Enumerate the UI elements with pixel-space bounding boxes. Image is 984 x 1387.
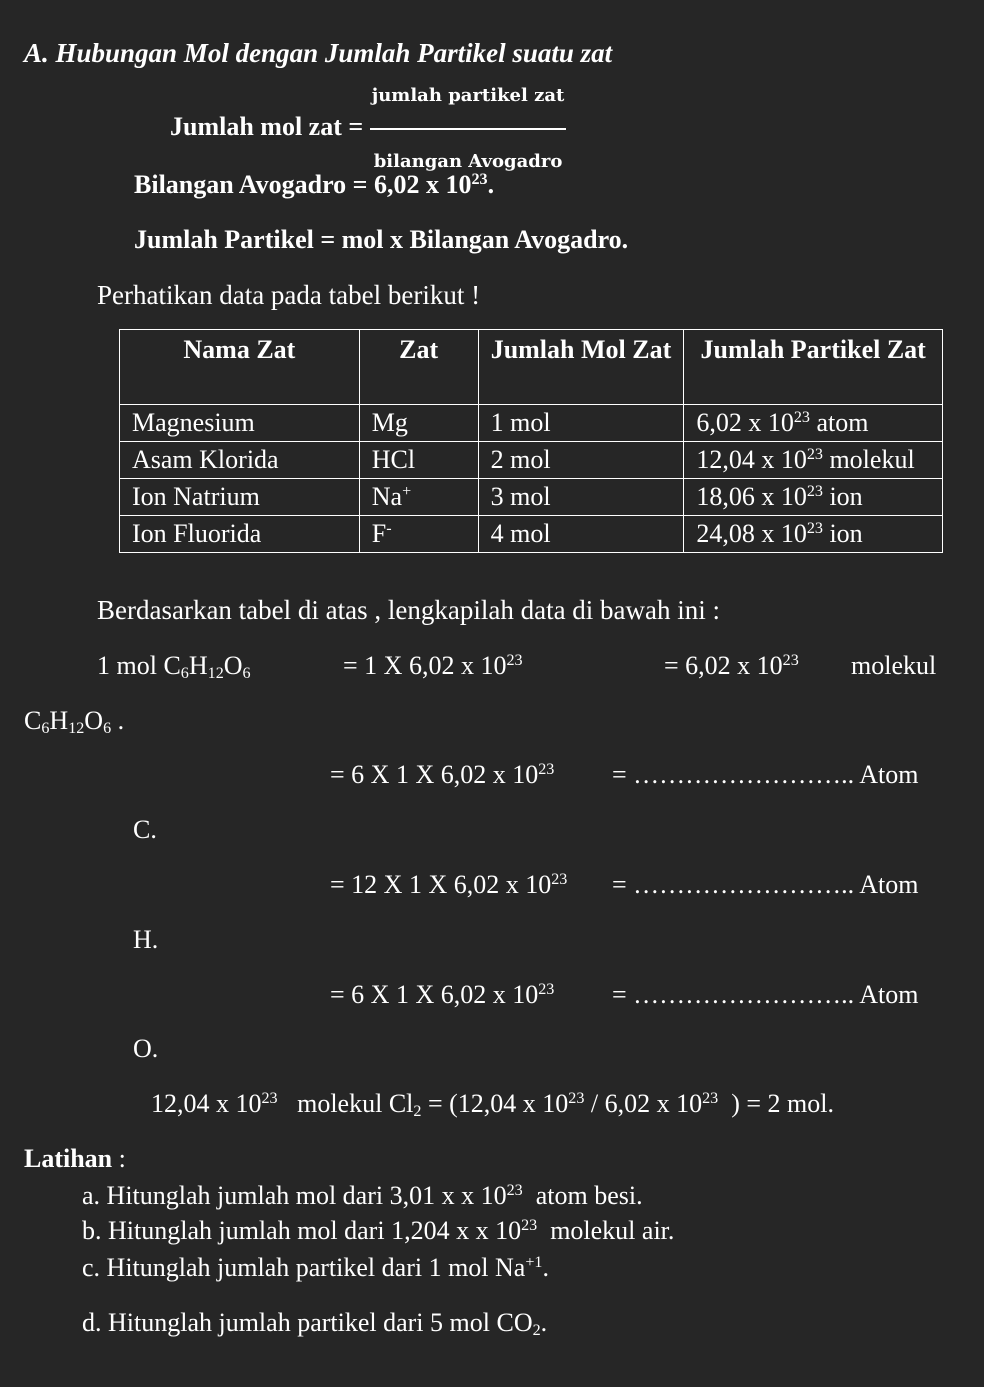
atom-blank-h: = …………………….. Atom <box>612 870 919 899</box>
table-header-row <box>120 330 943 405</box>
task-intro: Berdasarkan tabel di atas , lengkapilah data di bawah ini : <box>97 595 721 625</box>
cell-name: Asam Klorida <box>120 442 360 479</box>
cell-name: Magnesium <box>120 405 360 442</box>
col-header-jumlah-partikel: Jumlah Partikel Zat <box>684 330 943 405</box>
atom-expr-c: = 6 X 1 X 6,02 x $10^{23}$ <box>330 760 555 789</box>
formula-denominator: bilangan Avogadro <box>373 151 563 172</box>
exercise-item-c: c. Hitunglah jumlah partikel dari 1 mol $Na^{+1}$. <box>82 1253 549 1282</box>
example-unit: molekul <box>851 651 937 680</box>
section-title: A. Hubungan Mol dengan Jumlah Partikel suatu zat <box>24 38 613 68</box>
atom-expr-h: = 12 X 1 X 6,02 x $10^{23}$ <box>330 870 568 899</box>
cell-particles: 24,08 x $10^{23}$ ion <box>684 516 943 553</box>
element-label-c: C. <box>133 815 157 844</box>
exercise-item-a: a. Hitunglah jumlah mol dari 3,01 x x $10^{23}$ atom besi. <box>82 1181 643 1210</box>
cell-mol: 1 mol <box>478 405 684 442</box>
cell-zat: Mg <box>359 405 478 442</box>
example-lhs: 1 mol $C_6H_{12}O_6$ <box>97 651 251 683</box>
table-row <box>120 405 943 442</box>
col-header-nama-zat: Nama Zat <box>120 330 360 405</box>
atom-blank-o: = …………………….. Atom <box>612 980 919 1009</box>
formula-numerator: jumlah partikel zat <box>370 70 567 130</box>
exercise-item-b: b. Hitunglah jumlah mol dari 1,204 x x $10^{23}$ molekul air. <box>82 1216 675 1245</box>
cell-name: Ion Natrium <box>120 479 360 516</box>
cell-zat: F- <box>359 516 478 553</box>
cell-particles: 12,04 x $10^{23}$ molekul <box>684 442 943 479</box>
exercise-title: Latihan : <box>24 1144 126 1173</box>
formula-lhs: Jumlah mol zat = <box>170 111 364 141</box>
element-label-o: O. <box>133 1034 159 1063</box>
col-header-jumlah-mol: Jumlah Mol Zat <box>478 330 684 405</box>
cell-name: Ion Fluorida <box>120 516 360 553</box>
avogadro-constant: Bilangan Avogadro = 6,02 x $10^{23}$. <box>134 170 495 199</box>
cell-particles: 18,06 x $10^{23}$ ion <box>684 479 943 516</box>
cl2-example: 12,04 x $10^{23}$ molekul $Cl_2 = (12,04$ x $10^{23} / 6,02$ x $10^{23}$ ) = 2 mol. <box>151 1089 835 1121</box>
particle-formula: Jumlah Partikel = mol x Bilangan Avogadro. <box>134 225 629 254</box>
element-label-h: H. <box>133 925 159 954</box>
example-continuation: $C_6H_{12}O_6$ . <box>24 706 125 738</box>
table-intro: Perhatikan data pada tabel berikut ! <box>97 280 481 310</box>
atom-expr-o: = 6 X 1 X 6,02 x $10^{23}$ <box>330 980 555 1009</box>
mol-particle-table <box>119 329 943 553</box>
table-row <box>120 516 943 553</box>
table-row <box>120 442 943 479</box>
example-eq1: = 1 X 6,02 x $10^{23}$ <box>343 651 523 680</box>
cell-zat: HCl <box>359 442 478 479</box>
cell-particles: 6,02 x $10^{23}$ atom <box>684 405 943 442</box>
cell-mol: 4 mol <box>478 516 684 553</box>
cell-zat: Na+ <box>359 479 478 516</box>
atom-blank-c: = …………………….. Atom <box>612 760 919 789</box>
cell-mol: 2 mol <box>478 442 684 479</box>
cell-mol: 3 mol <box>478 479 684 516</box>
col-header-zat: Zat <box>359 330 478 405</box>
table-row <box>120 479 943 516</box>
example-eq2: = 6,02 x $10^{23}$ <box>664 651 799 680</box>
exercise-item-d: d. Hitunglah jumlah partikel dari 5 mol $CO_2$. <box>82 1308 548 1340</box>
